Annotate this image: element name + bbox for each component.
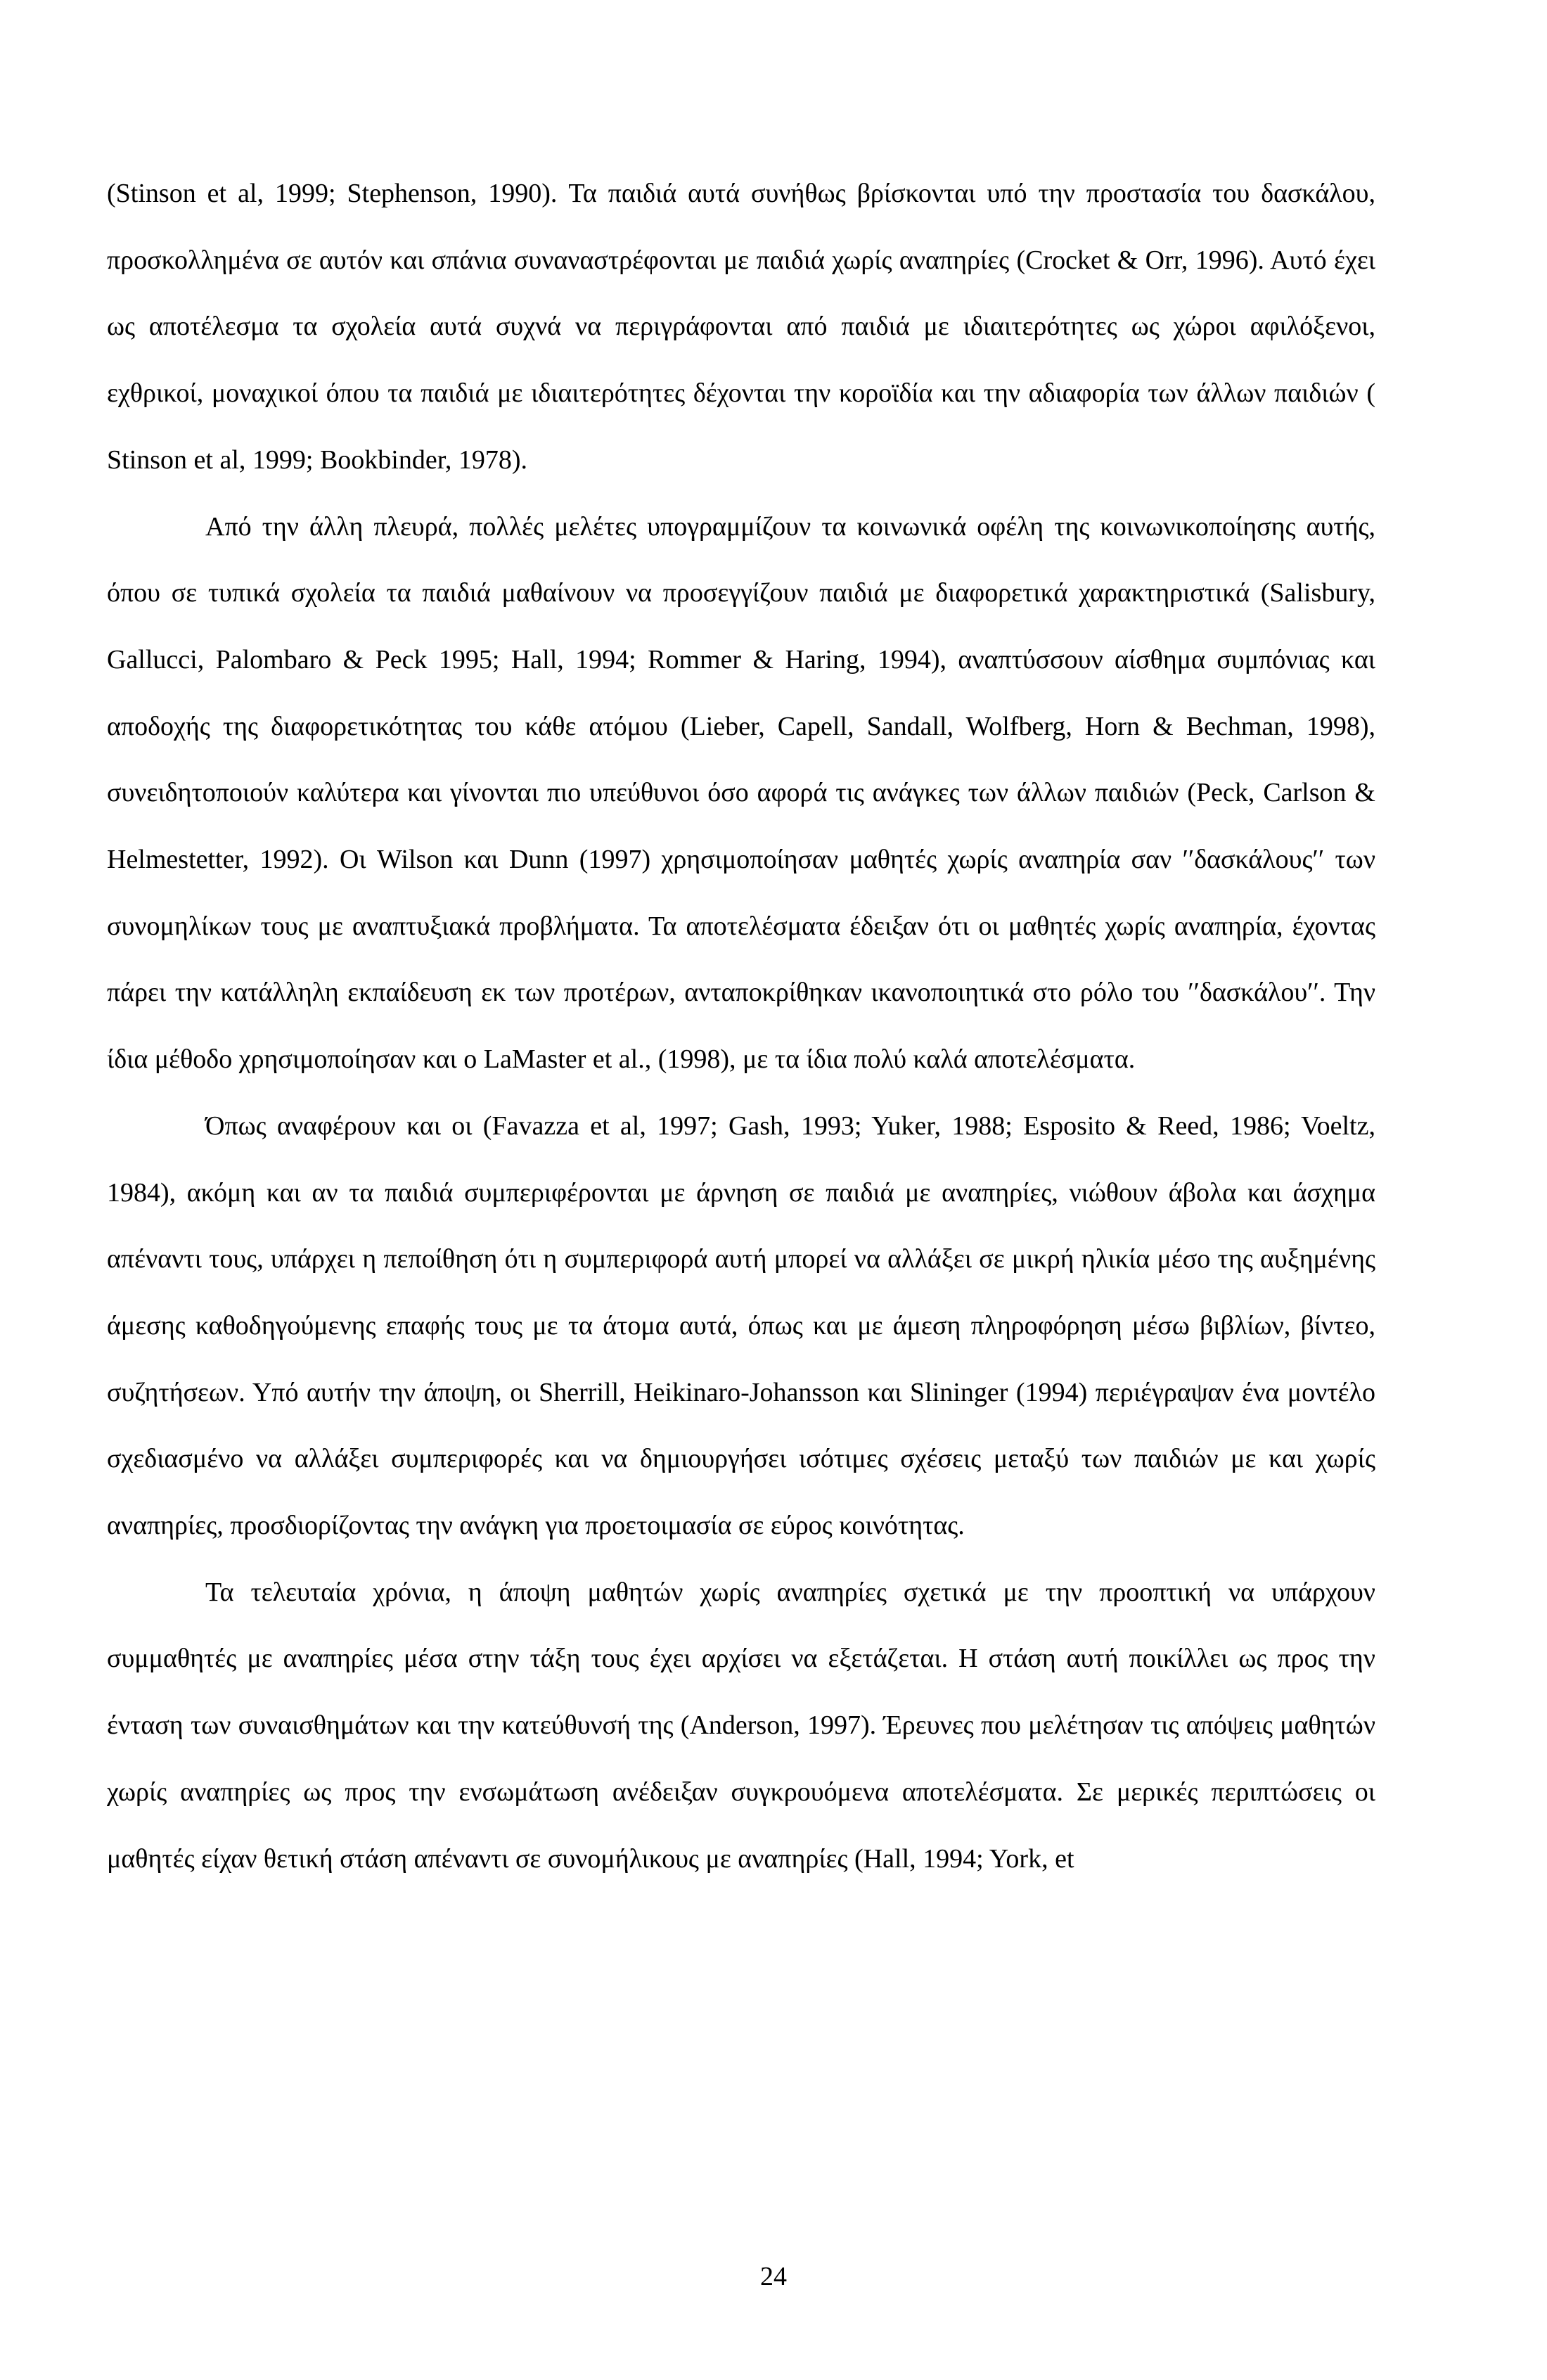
paragraph-1: (Stinson et al, 1999; Stephenson, 1990). Τα παιδιά αυτά συνήθως βρίσκονται υπό την προστασία του δασκάλου, προσκολλημένα σε αυτόν και σπάνια συναναστρέφονται με παιδιά χωρίς αναπηρίες (Crocket & Orr, 1996). Αυτό έχει ως αποτέλεσμα τα σχολεία αυτά συχνά να περιγράφονται από παιδιά με ιδιαιτερότητες ως χώροι αφιλόξενοι, εχθρικοί, μοναχικοί όπου τα παιδιά με ιδιαιτερότητες δέχονται την κοροϊδία και την αδιαφορία των άλλων παιδιών ( Stinson et al, 1999; Bookbinder, 1978). [107,179,1375,475]
page-number: 24 [760,2262,787,2291]
paragraph-2: Από την άλλη πλευρά, πολλές μελέτες υπογραμμίζουν τα κοινωνικά οφέλη της κοινωνικοποίησης αυτής, όπου σε τυπικά σχολεία τα παιδιά μαθαίνουν να προσεγγίζουν παιδιά με διαφορετικά χαρακτηριστικά (Salisbury, Gallucci, Palombaro & Peck 1995; Hall, 1994; Rommer & Haring, 1994), αναπτύσσουν αίσθημα συμπόνιας και αποδοχής της διαφορετικότητας του κάθε ατόμου (Lieber, Capell, Sandall, Wolfberg, Horn & Bechman, 1998), συνειδητοποιούν καλύτερα και γίνονται πιο υπεύθυνοι όσο αφορά τις ανάγκες των άλλων παιδιών (Peck, Carlson & Helmestetter, 1992). Οι Wilson και Dunn (1997) χρησιμοποίησαν μαθητές χωρίς αναπηρία σαν ′′δασκάλους′′ των συνομηλίκων τους με αναπτυξιακά προβλήματα. Τα αποτελέσματα έδειξαν ότι οι μαθητές χωρίς αναπηρία, έχοντας πάρει την κατάλληλη εκπαίδευση εκ των προτέρων, ανταποκρίθηκαν ικανοποιητικά στο ρόλο του ′′δασκάλου′′. Την ίδια μέθοδο χρησιμοποίησαν και ο LaMaster et al., (1998), με τα ίδια πολύ καλά αποτελέσματα. [107,511,1375,1075]
document-body [107,160,1375,1892]
paragraph-3: Όπως αναφέρουν και οι (Favazza et al, 1997; Gash, 1993; Yuker, 1988; Esposito & Reed, 1986; Voeltz, 1984), ακόμη και αν τα παιδιά συμπεριφέρονται με άρνηση σε παιδιά με αναπηρίες, νιώθουν άβολα και άσχημα απέναντι τους, υπάρχει η πεποίθηση ότι η συμπεριφορά αυτή μπορεί να αλλάξει σε μικρή ηλικία μέσο της αυξημένης άμεσης καθοδηγούμενης επαφής τους με τα άτομα αυτά, όπως και με άμεση πληροφόρηση μέσω βιβλίων, βίντεο, συζητήσεων. Υπό αυτήν την άποψη, οι Sherrill, Heikinaro-Johansson και Slininger (1994) περιέγραψαν ένα μοντέλο σχεδιασμένο να αλλάξει συμπεριφορές και να δημιουργήσει ισότιμες σχέσεις μεταξύ των παιδιών με και χωρίς αναπηρίες, προσδιορίζοντας την ανάγκη για προετοιμασία σε εύρος κοινότητας. [107,1111,1375,1541]
paragraph-4: Τα τελευταία χρόνια, η άποψη μαθητών χωρίς αναπηρίες σχετικά με την προοπτική να υπάρχουν συμμαθητές με αναπηρίες μέσα στην τάξη τους έχει αρχίσει να εξετάζεται. Η στάση αυτή ποικίλλει ως προς την ένταση των συναισθημάτων και την κατεύθυνσή της (Anderson, 1997). Έρευνες που μελέτησαν τις απόψεις μαθητών χωρίς αναπηρίες ως προς την ενσωμάτωση ανέδειξαν συγκρουόμενα αποτελέσματα. Σε μερικές περιπτώσεις οι μαθητές είχαν θετική στάση απέναντι σε συνομήλικους με αναπηρίες (Hall, 1994; York, et [107,1577,1375,1874]
